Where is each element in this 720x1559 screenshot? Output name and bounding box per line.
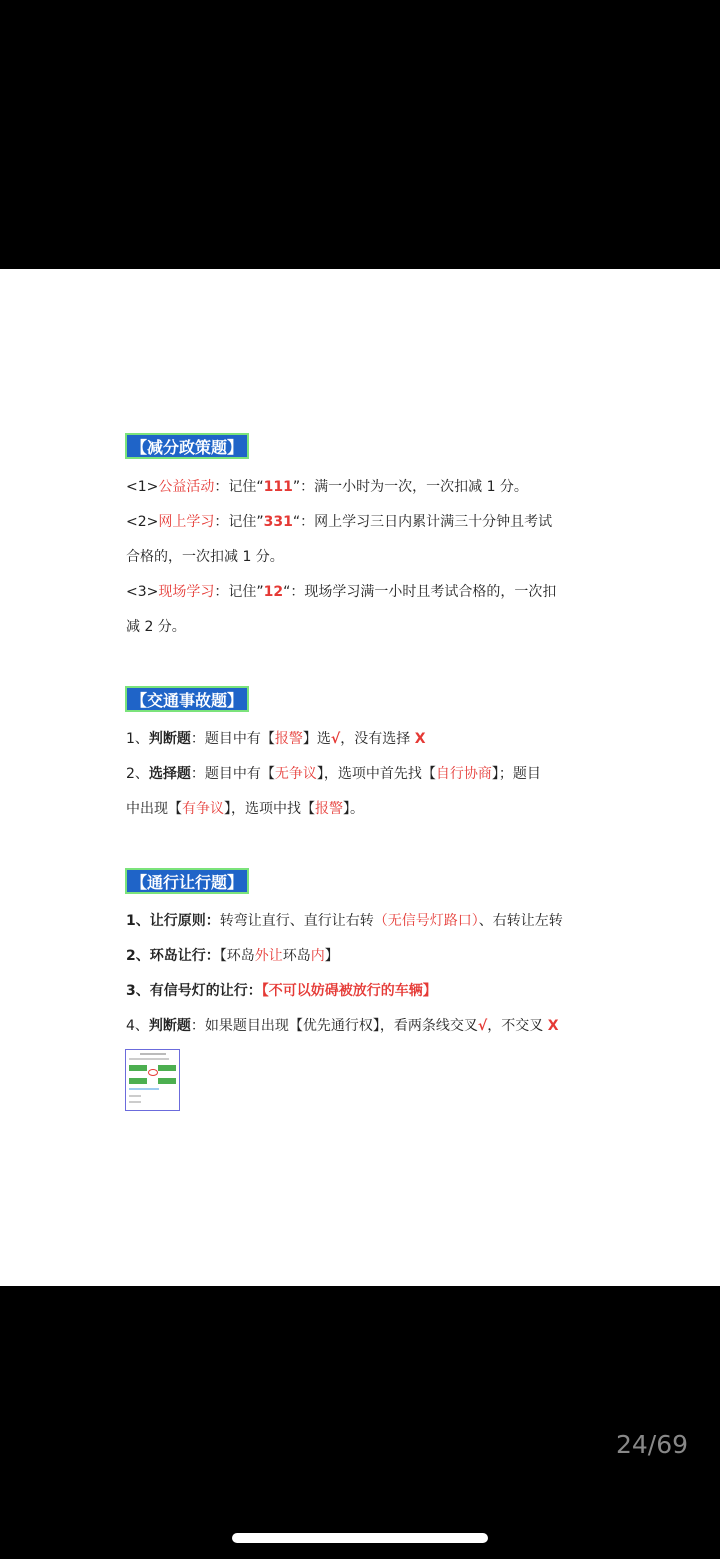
list-item-continuation: 中出现【有争议】，选项中找【报警】。 xyxy=(126,801,364,817)
list-item: <1>公益活动：记住“111”：满一小时为一次，一次扣减 1 分。 xyxy=(126,479,528,495)
list-item: 1、让行原则：转弯让直行、直行让右转（无信号灯路口）、右转让左转 xyxy=(126,913,563,929)
list-item: 4、判断题：如果题目出现【优先通行权】，看两条线交叉√，不交叉 X xyxy=(126,1018,559,1034)
section-header-traffic-accident: 【交通事故题】 xyxy=(125,686,249,712)
intersection-diagram-thumbnail xyxy=(125,1049,180,1111)
list-item-continuation: 减 2 分。 xyxy=(126,619,186,635)
page-indicator: 24/69 xyxy=(615,1430,688,1459)
section-header-right-of-way: 【通行让行题】 xyxy=(125,868,249,894)
list-item: 3、有信号灯的让行：【不可以妨碍被放行的车辆】 xyxy=(126,983,437,999)
list-item: <2>网上学习：记住”331“：网上学习三日内累计满三十分钟且考试 xyxy=(126,514,553,530)
section-header-deduction-policy: 【减分政策题】 xyxy=(125,433,249,459)
home-indicator[interactable] xyxy=(232,1533,488,1543)
list-item: 2、选择题：题目中有【无争议】，选项中首先找【自行协商】；题目 xyxy=(126,766,541,782)
list-item-continuation: 合格的，一次扣减 1 分。 xyxy=(126,549,284,565)
document-page xyxy=(0,269,720,1286)
list-item: 1、判断题：题目中有【报警】选√，没有选择 X xyxy=(126,731,426,747)
list-item: 2、环岛让行：【环岛外让环岛内】 xyxy=(126,948,339,964)
list-item: <3>现场学习：记住”12“：现场学习满一小时且考试合格的，一次扣 xyxy=(126,584,557,600)
